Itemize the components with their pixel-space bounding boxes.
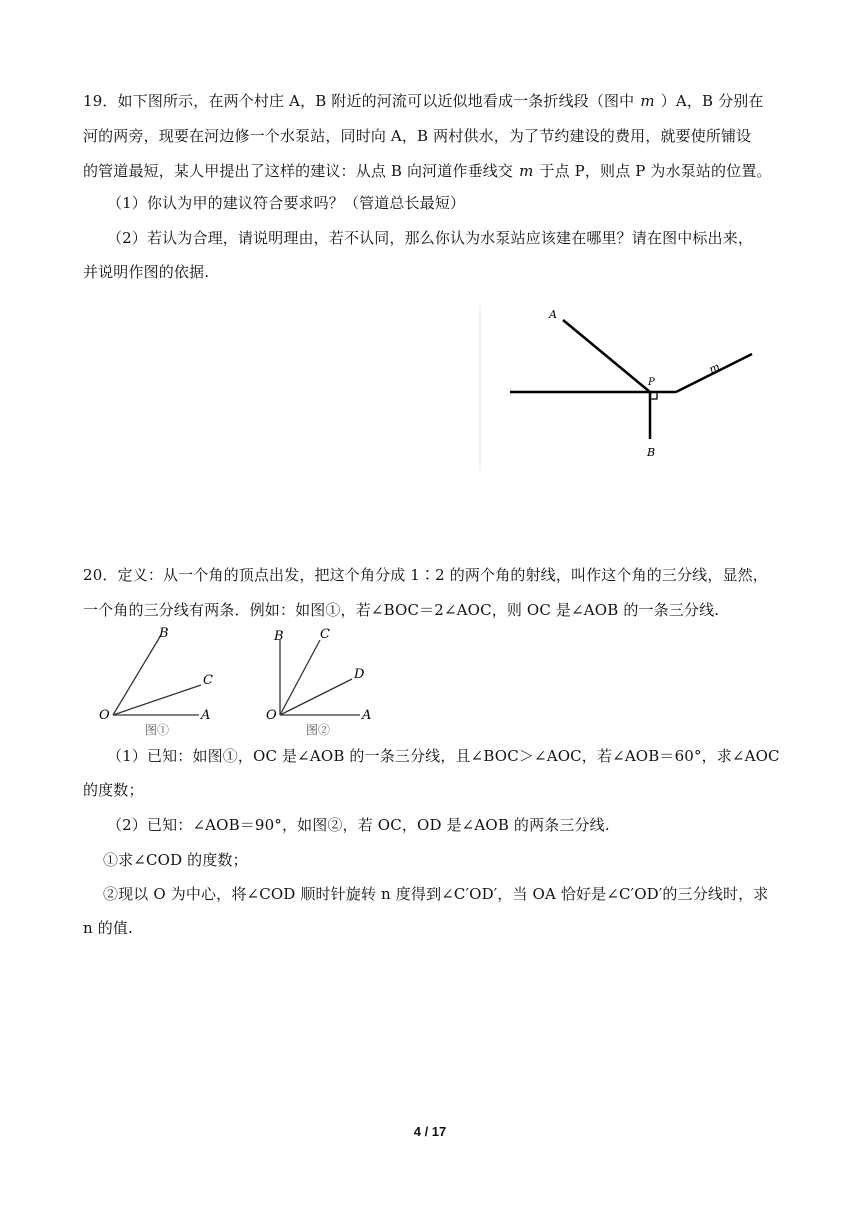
q20-part-1: （1）已知：如图①，OC 是∠AOB 的一条三分线，且∠BOC＞∠AOC，若∠AOB＝60°，求∠AOC (107, 747, 780, 765)
q20-sub-2: ②现以 O 为中心，将∠COD 顺时针旋转 n 度得到∠C′OD′，当 OA 恰好是∠C′OD′的三分线时，求 (103, 885, 769, 903)
q19-line-3-text: 的管道最短，某人甲提出了这样的建议：从点 B 向河道作垂线交 (83, 162, 514, 180)
figure-1 (95, 622, 225, 740)
figure-2 (262, 622, 382, 740)
q20-part-1-cont: 的度数； (83, 781, 144, 799)
fig2-label-b: B (274, 629, 284, 644)
q20-sub-2-cont: n 的值. (83, 919, 133, 937)
page-number: 4 / 17 (413, 1124, 447, 1139)
label-m: m (707, 360, 722, 377)
q19-line-1 (83, 91, 783, 111)
q20-line-2: 一个角的三分线有两条．例如：如图①，若∠BOC＝2∠AOC，则 OC 是∠AOB 的一条三分线. (83, 601, 720, 619)
q19-line-2: 河的两旁，现要在河边修一个水泵站，同时向 A，B 两村供水，为了节约建设的费用，就要使所铺设 (83, 127, 752, 145)
ray-ob (113, 635, 161, 715)
label-a: A (549, 308, 557, 321)
fig1-label-b: B (159, 626, 169, 641)
q19-line-1-text: 19．如下图所示，在两个村庄 A，B 附近的河流可以近似地看成一条折线段（图中 (83, 92, 635, 110)
q19-part-1: （1）你认为甲的建议符合要求吗？（管道总长最短） (107, 194, 466, 212)
fig1-label-a: A (201, 708, 211, 723)
river-variable-m-2: m (519, 162, 534, 180)
q19-line-1-text-end: ）A，B 分别在 (660, 92, 764, 110)
q19-line-3-text-end: 于点 P，则点 P 为水泵站的位置。 (539, 162, 772, 180)
ray-od (280, 679, 352, 715)
ray-oc (113, 685, 201, 715)
q19-river-figure (470, 300, 770, 475)
q20-part-2: （2）已知：∠AOB＝90°，如图②，若 OC，OD 是∠AOB 的两条三分线. (107, 816, 610, 834)
river-variable-m: m (640, 92, 655, 110)
line-a-to-p (563, 320, 650, 392)
label-p: P (648, 377, 655, 388)
fig1-label-c: C (203, 673, 213, 688)
fig2-label-d: D (354, 667, 365, 682)
q19-part-2-cont: 并说明作图的依据. (83, 263, 210, 281)
label-b: B (647, 446, 656, 459)
fig1-caption: 图① (145, 723, 170, 737)
ray-oc (280, 640, 320, 715)
fig2-caption: 图② (306, 723, 331, 737)
q19-line-3 (83, 161, 783, 181)
fig2-label-c: C (320, 627, 330, 642)
q20-line-1: 20．定义：从一个角的顶点出发，把这个角分成 1∶2 的两个角的射线，叫作这个角的三分线，显然， (83, 566, 768, 584)
q20-sub-1: ①求∠COD 的度数； (103, 851, 248, 869)
q19-part-2: （2）若认为合理，请说明理由，若不认同，那么你认为水泵站应该建在哪里？请在图中标出来， (107, 229, 753, 247)
fig2-label-o: O (266, 708, 277, 723)
fig1-label-o: O (99, 708, 110, 723)
fig2-label-a: A (362, 708, 372, 723)
